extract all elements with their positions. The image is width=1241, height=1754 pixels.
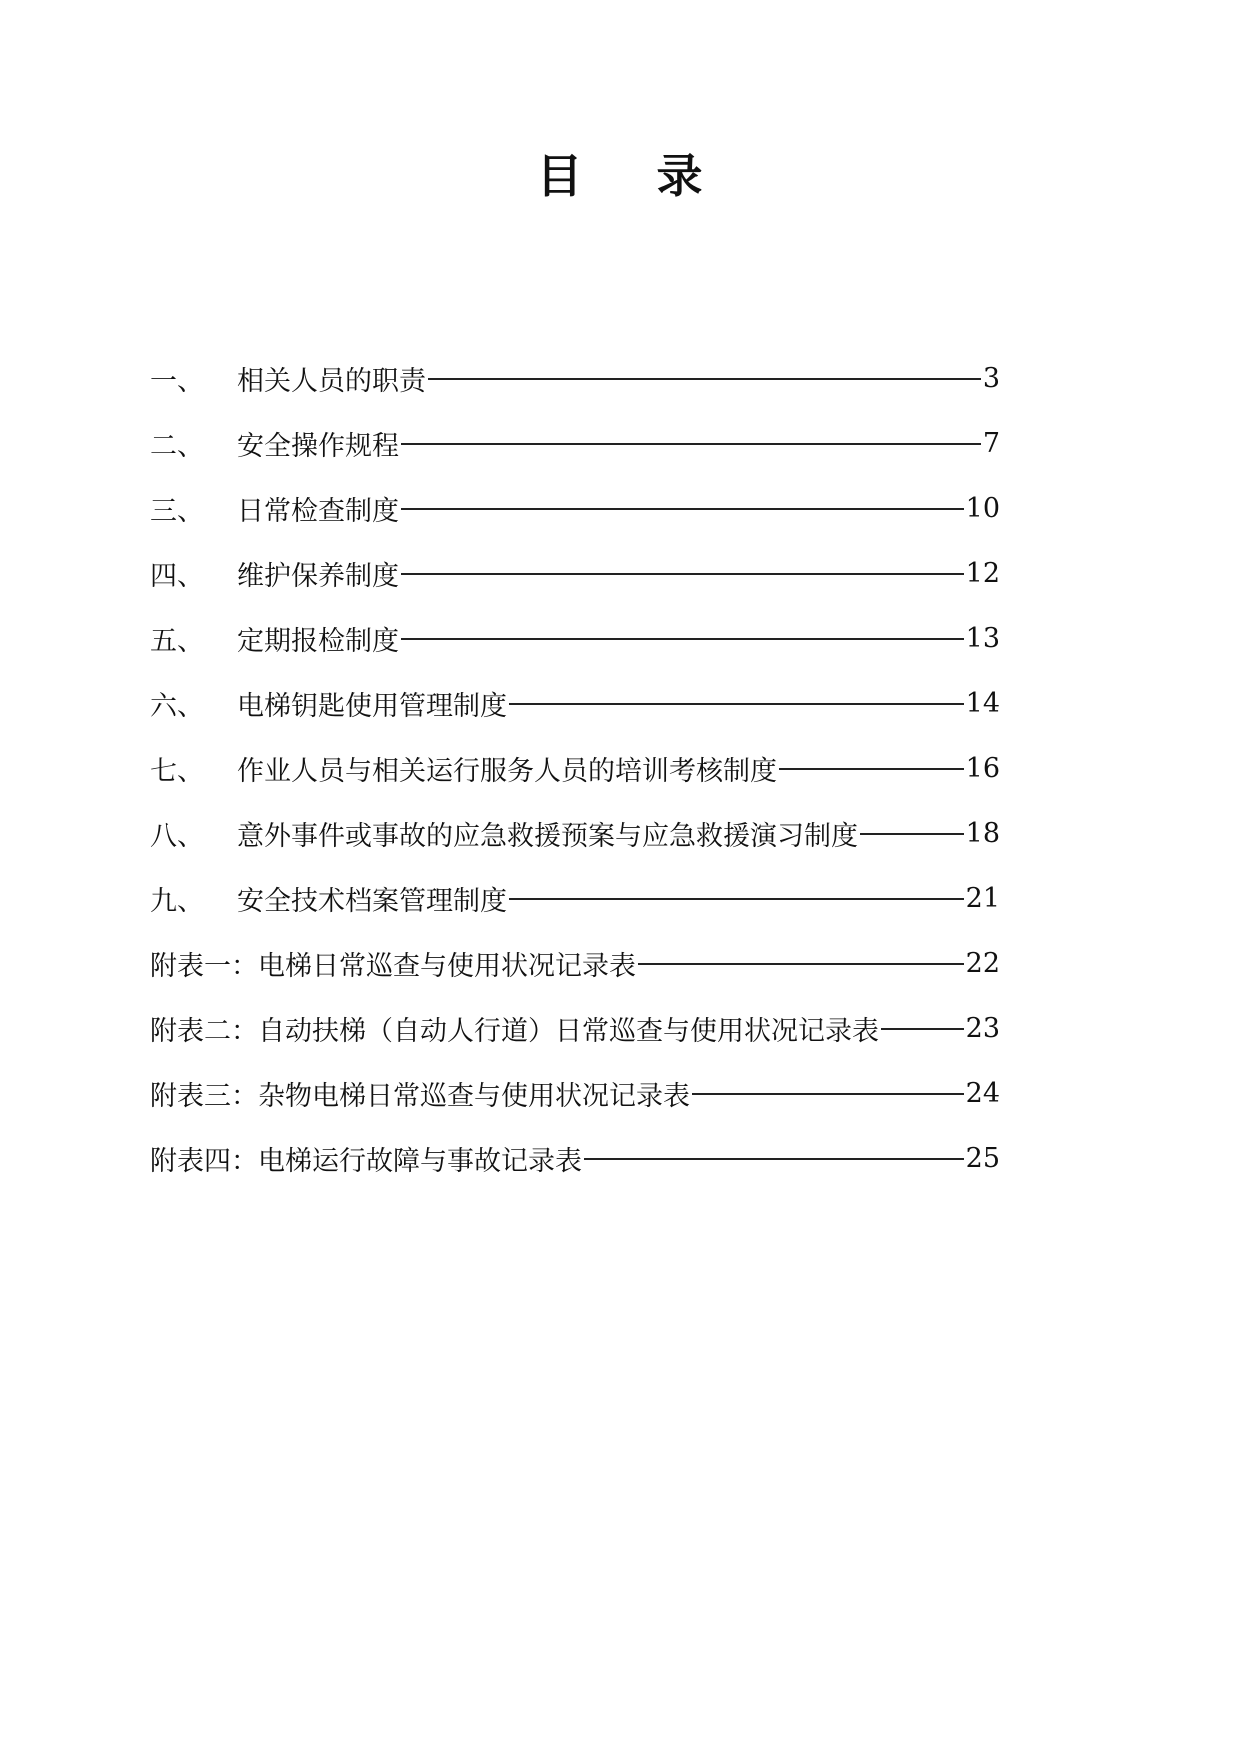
toc-entry-page: 12	[965, 558, 1000, 589]
toc-entry-title: 相关人员的职责	[237, 366, 426, 397]
toc-leader-line	[401, 508, 964, 510]
toc-appendix-page: 22	[965, 948, 1000, 979]
page-title: 目 录	[536, 149, 705, 203]
toc-appendix-page: 23	[965, 1013, 1000, 1044]
toc-appendix-entry[interactable]	[150, 996, 1000, 1061]
toc-leader-line	[428, 378, 981, 380]
toc-entry-number: 二、	[150, 431, 204, 462]
toc-appendix-entry[interactable]	[150, 1126, 1000, 1191]
toc-entry-page: 3	[982, 363, 1000, 394]
toc-leader-line	[638, 963, 964, 965]
toc-entry-title: 电梯钥匙使用管理制度	[237, 691, 507, 722]
toc-entry[interactable]	[150, 671, 1000, 736]
toc-entry-page: 18	[965, 818, 1000, 849]
toc-entry-page: 13	[965, 623, 1000, 654]
toc-entry-title: 定期报检制度	[237, 626, 399, 657]
toc-appendix-page: 24	[965, 1078, 1000, 1109]
toc-leader-line	[401, 573, 964, 575]
toc-appendix-title: 附表二：自动扶梯（自动人行道）日常巡查与使用状况记录表	[150, 1016, 879, 1047]
toc-entry[interactable]	[150, 476, 1000, 541]
toc-entry-number: 四、	[150, 561, 204, 592]
toc-appendix-entry[interactable]	[150, 1061, 1000, 1126]
toc-entry-page: 10	[965, 493, 1000, 524]
toc-entry-number: 八、	[150, 821, 204, 852]
toc-entry[interactable]	[150, 541, 1000, 606]
toc-entry-title: 安全操作规程	[237, 431, 399, 462]
toc-leader-line	[401, 638, 964, 640]
toc-entry-page: 16	[965, 753, 1000, 784]
toc-entry-page: 7	[982, 428, 1000, 459]
toc-leader-line	[692, 1093, 964, 1095]
toc-entry[interactable]	[150, 801, 1000, 866]
toc-entry-page: 21	[965, 883, 1000, 914]
toc-entry-title: 作业人员与相关运行服务人员的培训考核制度	[237, 756, 777, 787]
toc-entry-title: 安全技术档案管理制度	[237, 886, 507, 917]
toc-appendix-entry[interactable]	[150, 931, 1000, 996]
toc-entry-number: 九、	[150, 886, 204, 917]
toc-entry-title: 意外事件或事故的应急救援预案与应急救援演习制度	[237, 821, 858, 852]
toc-entry[interactable]	[150, 736, 1000, 801]
toc-entry[interactable]	[150, 606, 1000, 671]
toc-entry-page: 14	[965, 688, 1000, 719]
toc-entry-title: 日常检查制度	[237, 496, 399, 527]
toc-leader-line	[779, 768, 964, 770]
toc-leader-line	[584, 1158, 964, 1160]
toc-appendix-title: 附表四：电梯运行故障与事故记录表	[150, 1146, 582, 1177]
toc-entry[interactable]	[150, 411, 1000, 476]
toc-entry-number: 一、	[150, 366, 204, 397]
toc-leader-line	[509, 703, 964, 705]
toc-leader-line	[860, 833, 964, 835]
toc-leader-line	[881, 1028, 964, 1030]
toc-entry-number: 三、	[150, 496, 204, 527]
toc-leader-line	[509, 898, 964, 900]
toc-entry-title: 维护保养制度	[237, 561, 399, 592]
toc-leader-line	[401, 443, 981, 445]
toc-entry-number: 七、	[150, 756, 204, 787]
toc-entry[interactable]	[150, 866, 1000, 931]
toc-appendix-page: 25	[965, 1143, 1000, 1174]
table-of-contents	[150, 346, 1000, 1191]
toc-appendix-title: 附表一：电梯日常巡查与使用状况记录表	[150, 951, 636, 982]
toc-entry-number: 五、	[150, 626, 204, 657]
toc-appendix-title: 附表三：杂物电梯日常巡查与使用状况记录表	[150, 1081, 690, 1112]
toc-entry[interactable]	[150, 346, 1000, 411]
toc-entry-number: 六、	[150, 691, 204, 722]
